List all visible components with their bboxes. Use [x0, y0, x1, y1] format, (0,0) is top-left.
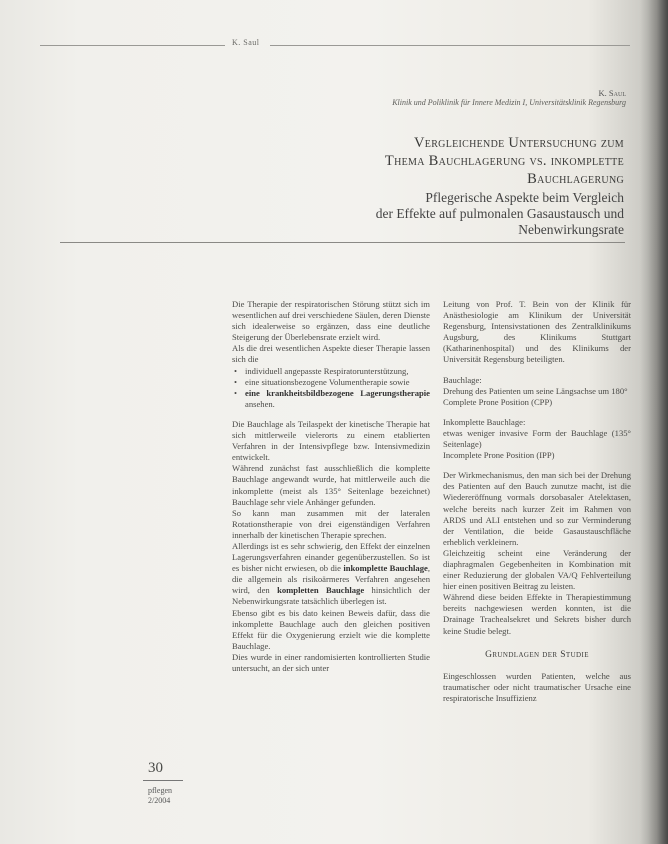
- definition-abbreviation: Complete Prone Position (CPP): [443, 396, 553, 407]
- bold-text: inkomplette Bauchlage: [343, 563, 428, 574]
- page-number: 30: [148, 760, 163, 776]
- text-run: , die allgemein als risikoärmeres Verfahren angesehen wird, den: [232, 563, 430, 596]
- paragraph: Leitung von Prof. T. Bein von der Klinik für Anästhesiologie am Klinikum der Universität Regensburg, Intensivstationen des Zentralklinikums Augsburg, des Klinikums Stuttgart (Katharinenhospital) und des Klinikums der Universität Regensburg beteiligten.: [443, 299, 631, 365]
- subtitle-line: Pflegerische Aspekte beim Vergleich: [425, 190, 624, 205]
- title-line: Vergleichende Untersuchung zum: [414, 135, 624, 151]
- footer-rule: [143, 780, 183, 781]
- journal-issue: 2/2004: [148, 796, 171, 805]
- bullet-list: [232, 366, 430, 410]
- section-heading: Grundlagen der Studie: [485, 649, 589, 660]
- definition-abbreviation: Incomplete Prone Position (IPP): [443, 450, 555, 461]
- journal-info: [148, 786, 172, 806]
- definition-label: Inkomplette Bauchlage:: [443, 416, 526, 427]
- list-item: • eine situationsbezogene Volumentherapie sowie: [232, 377, 430, 388]
- title-rule: [60, 242, 625, 243]
- header-rule-right: [270, 45, 630, 46]
- paragraph: Während diese beiden Effekte in Therapiestimmung bereits nachgewiesen werden konnten, ist die Drainage Trachealsekret und Sekrets bisher durch keine Studie belegt.: [443, 592, 631, 636]
- title-line: Thema Bauchlagerung vs. inkomplette: [384, 153, 624, 169]
- journal-name: pflegen: [148, 786, 172, 795]
- paragraph: Die Bauchlage als Teilaspekt der kinetische Therapie hat sich mittlerweile vielerorts zu einem etablierten Verfahren in der Intensivpflege bzw. Intensivmedizin entwickelt.: [232, 418, 430, 463]
- article-subtitle: [324, 190, 624, 238]
- paragraph: Dies wurde in einer randomisierten kontrollierten Studie untersucht, an der sich unter: [232, 651, 430, 673]
- bold-text: eine krankheitsbildbezogene Lagerungstherapie: [245, 387, 430, 398]
- subtitle-line: der Effekte auf pulmonalen Gasaustausch und: [375, 206, 624, 221]
- paragraph: Der Wirkmechanismus, den man sich bei der Drehung des Patienten auf den Bauch zunutze macht, ist die Wiedereröffnung vormals dorsobasaler Atelektasen, welche bereits nach kurzer Zeit im Rahmen von ARDS und ALI entstehen und so zur Verminderung der Ventilation, die beide Gasaustauschfläche erheblich verkleinern.: [443, 470, 631, 547]
- left-column: [232, 299, 430, 674]
- text-run: hinsichtlich der Nebenwirkungsrate tatsächlich überlegen ist.: [232, 585, 430, 607]
- paragraph: [232, 541, 430, 608]
- page-edge-shadow: [640, 0, 668, 844]
- list-item-tail: ansehen.: [245, 398, 275, 409]
- paragraph: So kann man zusammen mit der lateralen Rotationstherapie von drei eigenständigen Verfahren innerhalb der kinetischen Therapie sprechen.: [232, 507, 430, 540]
- paragraph: Während zunächst fast ausschließlich die komplette Bauchlage angewandt wurde, hat mittlerweile auch die inkomplette (meist als 135° Seitenlage bezeichnet) Bauchlage sehr viele Anhänger gefunden.: [232, 463, 430, 507]
- list-item: • individuell angepasste Respiratorunterstützung,: [232, 366, 430, 377]
- definition-text: etwas weniger invasive Form der Bauchlage (135° Seitenlage): [443, 427, 631, 450]
- paragraph: Als die drei wesentlichen Aspekte dieser Therapie lassen sich die: [232, 343, 430, 365]
- author-affiliation: Klinik und Poliklinik für Innere Medizin I, Universitätsklinik Regensburg: [392, 98, 626, 107]
- author-name: K. Saul: [598, 88, 626, 98]
- article-title: [324, 134, 624, 188]
- definition-label: Bauchlage:: [443, 374, 482, 385]
- text-run: Allerdings ist es sehr schwierig, den Effekt der einzelnen Lagerungsverfahren einander gegenüberzustellen. So ist es bisher nicht erwiesen, ob die: [232, 540, 430, 574]
- title-block: [324, 134, 624, 238]
- paragraph: Eingeschlossen wurden Patienten, welche aus traumatischer oder nicht traumatischer Ursache eine respiratorische Insuffizienz: [443, 670, 631, 703]
- paragraph: Die Therapie der respiratorischen Störung stützt sich im wesentlichen auf drei verschiedene Säulen, deren Dienste sich idealerweise so ergänzen, dass eine deutliche Steigerung der Überlebensrate erzielt wird.: [232, 299, 430, 343]
- paragraph: Gleichzeitig scheint eine Veränderung der diaphragmalen Gegebenheiten in Kombination mit einer Reduzierung der globalen VA/Q Fehlverteilung hier einen positiven Beitrag zu leisten.: [443, 547, 631, 592]
- list-item: [232, 388, 430, 410]
- title-line: Bauchlagerung: [527, 171, 624, 187]
- definition-text: Drehung des Patienten um seine Längsachse um 180°: [443, 385, 628, 396]
- right-column: [443, 299, 631, 704]
- running-head: K. Saul: [232, 38, 260, 47]
- paragraph: Ebenso gibt es bis dato keinen Beweis dafür, dass die inkomplette Bauchlage auch den gleichen positiven Effekt für die Oxygenierung erzielt wie die komplette Bauchlage.: [232, 607, 430, 651]
- bold-text: kompletten Bauchlage: [277, 585, 365, 596]
- header-rule-left: [40, 45, 225, 46]
- subtitle-line: Nebenwirkungsrate: [518, 222, 624, 237]
